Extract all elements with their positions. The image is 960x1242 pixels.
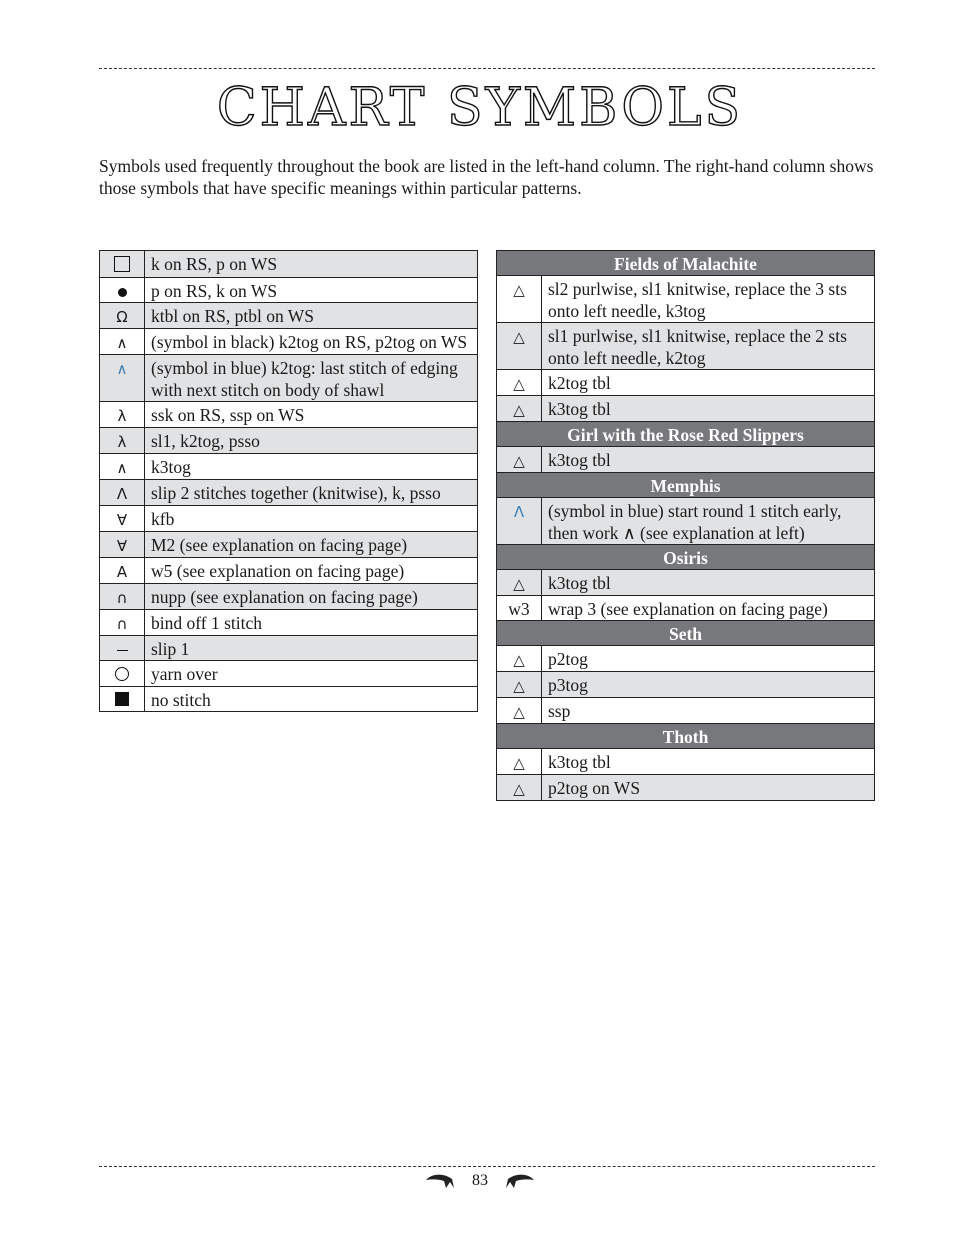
symbol-row: [100, 251, 478, 278]
symbol-row: [100, 329, 478, 355]
k3tog-tbl-icon: △: [513, 452, 525, 470]
k2tog-blue-icon: ∧: [116, 360, 128, 378]
symbol-row: [100, 532, 478, 558]
symbol-row: [497, 447, 875, 473]
bottom-dashed-rule: [99, 1166, 875, 1167]
symbol-row: [497, 749, 875, 775]
symbol-row: [100, 584, 478, 610]
symbol-description: k3tog tbl: [542, 447, 875, 473]
symbol-cell: [100, 636, 145, 661]
symbol-cell: [497, 323, 542, 370]
bind-off-icon: ∩: [116, 615, 128, 633]
k3tog-icon: ∧: [116, 459, 128, 477]
section-header-row: [497, 422, 875, 447]
section-header-row: [497, 251, 875, 276]
symbol-row: [497, 498, 875, 545]
symbol-row: [497, 698, 875, 724]
section-header-row: [497, 473, 875, 498]
section-header: Osiris: [497, 545, 875, 570]
pattern-symbols-table: [496, 250, 875, 801]
symbol-row: [497, 276, 875, 323]
symbol-row: [497, 370, 875, 396]
symbol-row: [100, 661, 478, 687]
symbol-description: p3tog: [542, 672, 875, 698]
page-title: CHART SYMBOLS: [216, 78, 744, 138]
ssk-icon: λ: [117, 407, 127, 425]
sl1-k2tog-icon: △: [513, 328, 525, 346]
symbol-row: [100, 480, 478, 506]
symbol-cell: [497, 396, 542, 422]
symbol-cell: [100, 584, 145, 610]
symbol-cell: [497, 570, 542, 596]
symbol-cell: [100, 278, 145, 303]
symbol-description: slip 1: [145, 636, 478, 661]
symbol-row: [497, 596, 875, 621]
p2tog-ws-icon: △: [513, 780, 525, 798]
symbol-description: p2tog on WS: [542, 775, 875, 801]
section-header-row: [497, 545, 875, 570]
symbol-row: [497, 570, 875, 596]
symbol-cell: [100, 687, 145, 712]
nupp-icon: ∩: [116, 589, 128, 607]
symbol-cell: [100, 558, 145, 584]
symbol-description: yarn over: [145, 661, 478, 687]
symbol-cell: [100, 610, 145, 636]
symbol-description: wrap 3 (see explanation on facing page): [542, 596, 875, 621]
symbol-row: [497, 672, 875, 698]
section-header: Fields of Malachite: [497, 251, 875, 276]
symbol-cell: [497, 498, 542, 545]
filled-dot-icon: [118, 288, 127, 297]
k3tog-tbl-icon: △: [513, 401, 525, 419]
symbol-description: k3tog tbl: [542, 570, 875, 596]
symbol-description: (symbol in blue) k2tog: last stitch of edging with next stitch on body of shawl: [145, 355, 478, 402]
symbol-description: kfb: [145, 506, 478, 532]
symbol-cell: [100, 428, 145, 454]
symbol-label: w3: [508, 599, 530, 619]
empty-square-icon: [114, 256, 130, 272]
no-stitch-black-square-icon: [115, 692, 129, 706]
section-header: Thoth: [497, 724, 875, 749]
symbol-description: k3tog tbl: [542, 749, 875, 775]
symbol-description: ssp: [542, 698, 875, 724]
section-header: Girl with the Rose Red Slippers: [497, 422, 875, 447]
symbol-cell: [497, 775, 542, 801]
symbol-row: [497, 775, 875, 801]
symbol-row: [497, 396, 875, 422]
symbol-cell: [100, 402, 145, 428]
p3tog-icon: △: [513, 677, 525, 695]
sl2-k3tog-icon: △: [513, 281, 525, 299]
symbol-row: [100, 558, 478, 584]
symbol-cell: [100, 506, 145, 532]
symbol-description: k3tog: [145, 454, 478, 480]
symbol-description: bind off 1 stitch: [145, 610, 478, 636]
m2-icon: ∀: [116, 537, 128, 555]
yarn-over-circle-icon: [115, 667, 129, 681]
section-header-row: [497, 724, 875, 749]
symbol-cell: [497, 672, 542, 698]
p2tog-icon: △: [513, 651, 525, 669]
symbol-description: k3tog tbl: [542, 396, 875, 422]
symbol-cell: [497, 749, 542, 775]
symbol-row: [100, 278, 478, 303]
left-ornament-icon: [424, 1170, 460, 1192]
symbol-cell: [497, 447, 542, 473]
symbol-cell: [497, 646, 542, 672]
section-header-row: [497, 621, 875, 646]
page-number: 83: [472, 1171, 488, 1189]
general-symbols-table: [99, 250, 478, 712]
centered-double-decrease-icon: Λ: [116, 485, 128, 503]
symbol-cell: [100, 532, 145, 558]
symbol-cell: [497, 698, 542, 724]
symbol-cell: [100, 251, 145, 278]
k3tog-tbl-icon: △: [513, 575, 525, 593]
top-dashed-rule: [99, 68, 875, 69]
sk2p-icon: λ: [117, 433, 127, 451]
symbol-description: ssk on RS, ssp on WS: [145, 402, 478, 428]
symbol-cell: [100, 454, 145, 480]
symbol-row: [100, 636, 478, 661]
symbol-row: [100, 303, 478, 329]
symbol-cell: [100, 355, 145, 402]
symbol-row: [100, 355, 478, 402]
symbol-description: w5 (see explanation on facing page): [145, 558, 478, 584]
symbol-cell: [100, 480, 145, 506]
symbol-cell: [497, 370, 542, 396]
symbol-cell: [100, 329, 145, 355]
k2tog-tbl-icon: △: [513, 375, 525, 393]
k2tog-icon: ∧: [116, 334, 128, 352]
centered-double-decrease-blue-icon: Λ: [513, 503, 525, 521]
page-footer: [0, 1170, 960, 1192]
symbol-row: [100, 402, 478, 428]
symbol-cell: [100, 303, 145, 329]
symbol-description: slip 2 stitches together (knitwise), k, psso: [145, 480, 478, 506]
symbol-row: [100, 428, 478, 454]
symbol-description: p2tog: [542, 646, 875, 672]
section-header: Seth: [497, 621, 875, 646]
symbol-description: sl1, k2tog, psso: [145, 428, 478, 454]
right-ornament-icon: [500, 1170, 536, 1192]
symbol-row: [100, 506, 478, 532]
symbol-description: (symbol in blue) start round 1 stitch early, then work ∧ (see explanation at left): [542, 498, 875, 545]
symbol-description: no stitch: [145, 687, 478, 712]
symbol-row: [497, 323, 875, 370]
w5-icon: A: [116, 563, 128, 581]
twisted-loop-icon: Ω: [116, 308, 128, 326]
symbol-description: M2 (see explanation on facing page): [145, 532, 478, 558]
symbol-cell: [100, 661, 145, 687]
ssp-icon: △: [513, 703, 525, 721]
symbol-row: [100, 454, 478, 480]
symbol-description: nupp (see explanation on facing page): [145, 584, 478, 610]
symbol-description: ktbl on RS, ptbl on WS: [145, 303, 478, 329]
kfb-icon: ∀: [116, 511, 128, 529]
symbol-row: [100, 687, 478, 712]
symbol-description: sl1 purlwise, sl1 knitwise, replace the 2 sts onto left needle, k2tog: [542, 323, 875, 370]
symbol-row: [497, 646, 875, 672]
k3tog-tbl-icon: △: [513, 754, 525, 772]
symbol-description: k2tog tbl: [542, 370, 875, 396]
symbol-row: [100, 610, 478, 636]
intro-paragraph: Symbols used frequently throughout the book are listed in the left-hand column. The right-hand column shows those symbols that have specific meanings within particular patterns.: [99, 156, 874, 198]
symbol-description: sl2 purlwise, sl1 knitwise, replace the 3 sts onto left needle, k3tog: [542, 276, 875, 323]
symbol-description: k on RS, p on WS: [145, 251, 478, 278]
symbol-cell: [497, 276, 542, 323]
symbol-cell: [497, 596, 542, 621]
symbol-description: (symbol in black) k2tog on RS, p2tog on WS: [145, 329, 478, 355]
section-header: Memphis: [497, 473, 875, 498]
symbol-description: p on RS, k on WS: [145, 278, 478, 303]
slip-dash-icon: [117, 650, 128, 651]
